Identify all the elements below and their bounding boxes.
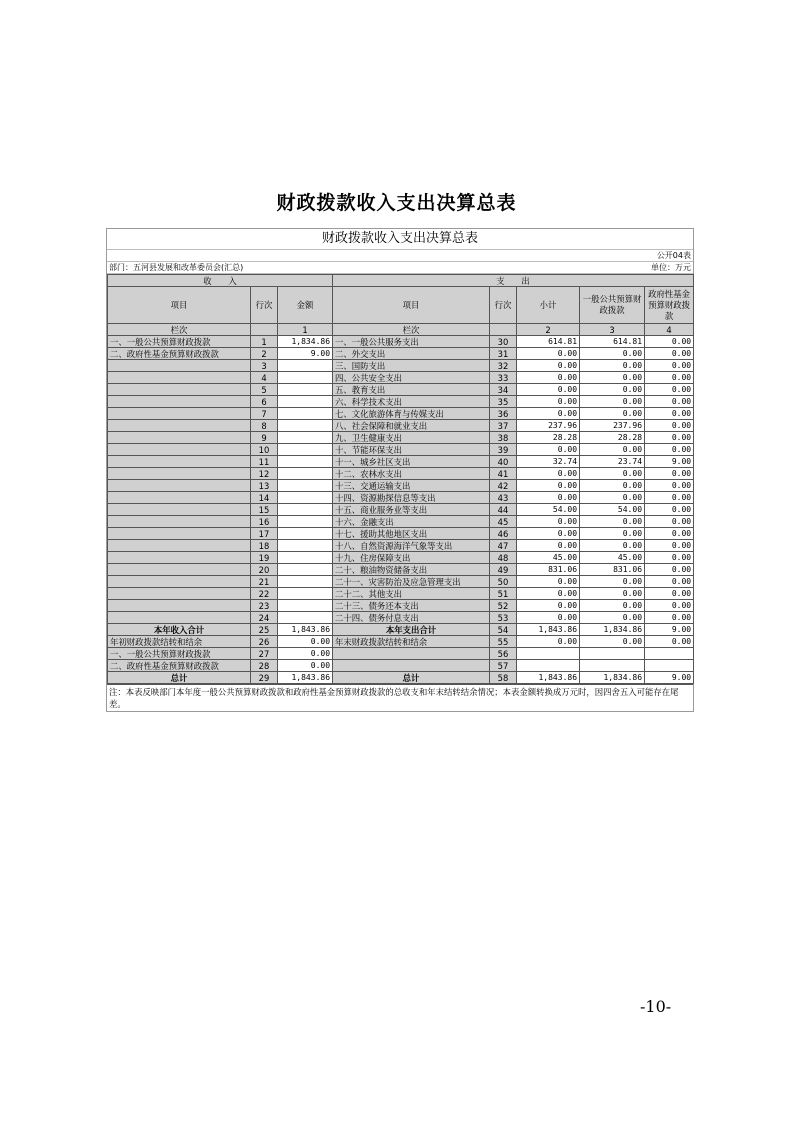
subtotal-cell: 0.00 xyxy=(517,360,580,372)
amount-cell xyxy=(278,480,333,492)
row-number: 41 xyxy=(490,468,517,480)
income-item xyxy=(108,372,251,384)
col-item: 项目 xyxy=(108,287,251,324)
expense-item: 十四、资源勘探信息等支出 xyxy=(333,492,490,504)
expense-item: 二十四、债务付息支出 xyxy=(333,612,490,624)
fund-cell: 0.00 xyxy=(645,348,694,360)
department-label: 部门：五河县发展和改革委员会(汇总) xyxy=(109,263,244,272)
fund-cell: 0.00 xyxy=(645,408,694,420)
expense-item: 二十一、灾害防治及应急管理支出 xyxy=(333,576,490,588)
table-row xyxy=(108,432,694,444)
col-general: 一般公共预算财政拨款 xyxy=(580,287,645,324)
carry-general-row xyxy=(108,648,694,660)
amount-cell xyxy=(278,576,333,588)
table-row xyxy=(108,564,694,576)
row-number: 20 xyxy=(251,564,278,576)
row-number: 54 xyxy=(490,624,517,636)
table-row xyxy=(108,336,694,348)
general-cell: 0.00 xyxy=(580,360,645,372)
row-number: 49 xyxy=(490,564,517,576)
row-number: 6 xyxy=(251,396,278,408)
row-number: 4 xyxy=(251,372,278,384)
grand-total-ex-label: 总计 xyxy=(333,672,490,684)
subtotal-cell: 54.00 xyxy=(517,504,580,516)
subtotal-cell: 831.06 xyxy=(517,564,580,576)
row-number: 19 xyxy=(251,552,278,564)
general-cell: 0.00 xyxy=(580,540,645,552)
table-row xyxy=(108,504,694,516)
table-row xyxy=(108,408,694,420)
fund-cell: 0.00 xyxy=(645,636,694,648)
amount-cell: 0.00 xyxy=(278,660,333,672)
row-number: 43 xyxy=(490,492,517,504)
row-number: 8 xyxy=(251,420,278,432)
amount-cell: 1,834.86 xyxy=(278,336,333,348)
expense-item: 十五、商业服务业等支出 xyxy=(333,504,490,516)
row-number: 26 xyxy=(251,636,278,648)
row-number: 48 xyxy=(490,552,517,564)
general-cell: 0.00 xyxy=(580,408,645,420)
table-row xyxy=(108,540,694,552)
table-row xyxy=(108,456,694,468)
row-number: 17 xyxy=(251,528,278,540)
expense-item: 三、国防支出 xyxy=(333,360,490,372)
row-number: 22 xyxy=(251,588,278,600)
row-number: 7 xyxy=(251,408,278,420)
amount-cell xyxy=(278,516,333,528)
amount-cell: 0.00 xyxy=(278,648,333,660)
general-cell: 1,834.86 xyxy=(580,624,645,636)
empty-cell xyxy=(251,324,278,336)
amount-cell xyxy=(278,372,333,384)
income-item xyxy=(108,444,251,456)
page-number: -10- xyxy=(640,997,672,1016)
row-number: 52 xyxy=(490,600,517,612)
subtotal-cell: 0.00 xyxy=(517,444,580,456)
fund-cell: 0.00 xyxy=(645,612,694,624)
amount-cell xyxy=(278,384,333,396)
subtotal-cell: 0.00 xyxy=(517,636,580,648)
col-row2: 行次 xyxy=(490,287,517,324)
income-item xyxy=(108,456,251,468)
row-number: 25 xyxy=(251,624,278,636)
fund-cell: 0.00 xyxy=(645,468,694,480)
row-number: 27 xyxy=(251,648,278,660)
row-number: 5 xyxy=(251,384,278,396)
col-item2: 项目 xyxy=(333,287,490,324)
amount-cell: 1,843.86 xyxy=(278,672,333,684)
table-note: 注：本表反映部门本年度一般公共预算财政拨款和政府性基金预算财政拨款的总收支和年末结转结余情况；本表金额转换成万元时，因四舍五入可能存在尾差。 xyxy=(107,684,693,711)
income-item xyxy=(108,600,251,612)
row-number: 12 xyxy=(251,468,278,480)
expense-item: 七、文化旅游体育与传媒支出 xyxy=(333,408,490,420)
row-number: 50 xyxy=(490,576,517,588)
income-item xyxy=(108,468,251,480)
general-cell: 0.00 xyxy=(580,612,645,624)
general-cell: 45.00 xyxy=(580,552,645,564)
table-row xyxy=(108,480,694,492)
table-row xyxy=(108,516,694,528)
amount-cell xyxy=(278,492,333,504)
fund-cell: 9.00 xyxy=(645,672,694,684)
row-number: 23 xyxy=(251,600,278,612)
row-number: 58 xyxy=(490,672,517,684)
amount-cell xyxy=(278,552,333,564)
fund-cell: 9.00 xyxy=(645,456,694,468)
row-number: 16 xyxy=(251,516,278,528)
table-row xyxy=(108,348,694,360)
general-cell: 614.81 xyxy=(580,336,645,348)
general-cell: 0.00 xyxy=(580,576,645,588)
carry-fund-row xyxy=(108,660,694,672)
subtotal-cell: 0.00 xyxy=(517,408,580,420)
subtotal-cell: 0.00 xyxy=(517,384,580,396)
expense-item: 十八、自然资源海洋气象等支出 xyxy=(333,540,490,552)
sheet-title: 财政拨款收入支出决算总表 xyxy=(107,229,693,250)
fund-cell: 0.00 xyxy=(645,552,694,564)
table-row xyxy=(108,492,694,504)
expense-item: 十三、交通运输支出 xyxy=(333,480,490,492)
row-number: 11 xyxy=(251,456,278,468)
expense-item: 十七、援助其他地区支出 xyxy=(333,528,490,540)
column-number-row xyxy=(108,324,694,336)
row-number: 35 xyxy=(490,396,517,408)
amount-cell: 9.00 xyxy=(278,348,333,360)
fund-cell: 0.00 xyxy=(645,360,694,372)
general-cell: 0.00 xyxy=(580,396,645,408)
subtotal-cell: 0.00 xyxy=(517,612,580,624)
expense-item: 四、公共安全支出 xyxy=(333,372,490,384)
amount-cell xyxy=(278,612,333,624)
section-header-row xyxy=(108,275,694,287)
row-number: 57 xyxy=(490,660,517,672)
grand-total-row xyxy=(108,672,694,684)
fund-cell: 0.00 xyxy=(645,588,694,600)
amount-cell: 1,843.86 xyxy=(278,624,333,636)
expense-item: 二、外交支出 xyxy=(333,348,490,360)
row-number: 9 xyxy=(251,432,278,444)
expense-item: 十九、住房保障支出 xyxy=(333,552,490,564)
table-row xyxy=(108,588,694,600)
budget-sheet xyxy=(106,228,694,712)
income-item xyxy=(108,576,251,588)
general-cell: 0.00 xyxy=(580,636,645,648)
general-cell: 0.00 xyxy=(580,468,645,480)
empty-cell xyxy=(490,324,517,336)
income-item xyxy=(108,384,251,396)
row-number: 36 xyxy=(490,408,517,420)
column-header-row xyxy=(108,287,694,324)
subtotal-cell: 0.00 xyxy=(517,588,580,600)
subtotal-cell: 0.00 xyxy=(517,540,580,552)
amount-cell xyxy=(278,432,333,444)
income-item xyxy=(108,492,251,504)
income-item xyxy=(108,552,251,564)
empty-cell xyxy=(645,660,694,672)
col-number: 4 xyxy=(645,324,694,336)
row-number: 21 xyxy=(251,576,278,588)
page-title: 财政拨款收入支出决算总表 xyxy=(276,192,517,214)
amount-cell xyxy=(278,408,333,420)
row-number: 42 xyxy=(490,480,517,492)
table-row xyxy=(108,360,694,372)
fund-cell: 0.00 xyxy=(645,396,694,408)
fund-cell: 0.00 xyxy=(645,528,694,540)
row-number: 29 xyxy=(251,672,278,684)
row-number: 39 xyxy=(490,444,517,456)
fund-cell: 0.00 xyxy=(645,384,694,396)
subtotal-cell: 0.00 xyxy=(517,492,580,504)
table-row xyxy=(108,384,694,396)
expense-item: 十二、农林水支出 xyxy=(333,468,490,480)
subtotal-cell: 0.00 xyxy=(517,396,580,408)
expense-item: 二十、粮油物资储备支出 xyxy=(333,564,490,576)
general-cell: 0.00 xyxy=(580,600,645,612)
col-number: 1 xyxy=(278,324,333,336)
general-cell: 237.96 xyxy=(580,420,645,432)
table-row xyxy=(108,420,694,432)
income-item xyxy=(108,480,251,492)
total-expense-label: 本年支出合计 xyxy=(333,624,490,636)
income-item xyxy=(108,612,251,624)
row-number: 2 xyxy=(251,348,278,360)
fund-cell: 0.00 xyxy=(645,432,694,444)
department-row xyxy=(107,262,693,274)
fund-cell: 0.00 xyxy=(645,516,694,528)
fund-cell: 0.00 xyxy=(645,576,694,588)
fund-cell: 0.00 xyxy=(645,540,694,552)
expense-header: 支 出 xyxy=(333,275,694,287)
empty-cell xyxy=(517,648,580,660)
income-item xyxy=(108,360,251,372)
row-number: 53 xyxy=(490,612,517,624)
general-cell: 0.00 xyxy=(580,516,645,528)
income-header: 收 入 xyxy=(108,275,333,287)
carry-ex-label: 年末财政拨款结转和结余 xyxy=(333,636,490,648)
row-number: 56 xyxy=(490,648,517,660)
row-number: 33 xyxy=(490,372,517,384)
empty-cell xyxy=(645,648,694,660)
income-item xyxy=(108,396,251,408)
row-number: 10 xyxy=(251,444,278,456)
row-number: 51 xyxy=(490,588,517,600)
general-cell: 0.00 xyxy=(580,384,645,396)
row-number: 15 xyxy=(251,504,278,516)
fund-cell: 0.00 xyxy=(645,564,694,576)
amount-cell xyxy=(278,600,333,612)
expense-item: 二十二、其他支出 xyxy=(333,588,490,600)
fund-cell: 9.00 xyxy=(645,624,694,636)
fund-cell: 0.00 xyxy=(645,480,694,492)
expense-item: 五、教育支出 xyxy=(333,384,490,396)
amount-cell xyxy=(278,420,333,432)
fund-cell: 0.00 xyxy=(645,336,694,348)
fund-cell: 0.00 xyxy=(645,444,694,456)
row-number: 37 xyxy=(490,420,517,432)
col-number: 2 xyxy=(517,324,580,336)
table-row xyxy=(108,600,694,612)
expense-item: 十六、金融支出 xyxy=(333,516,490,528)
row-number: 47 xyxy=(490,540,517,552)
general-cell: 54.00 xyxy=(580,504,645,516)
row-number: 46 xyxy=(490,528,517,540)
carry-fund-label: 二、政府性基金预算财政拨款 xyxy=(108,660,251,672)
amount-cell xyxy=(278,396,333,408)
subtotal-cell: 0.00 xyxy=(517,348,580,360)
row-number: 32 xyxy=(490,360,517,372)
subtotal-cell: 1,843.86 xyxy=(517,672,580,684)
fund-cell: 0.00 xyxy=(645,600,694,612)
row-number: 45 xyxy=(490,516,517,528)
general-cell: 0.00 xyxy=(580,480,645,492)
table-row xyxy=(108,372,694,384)
subtotal-cell: 0.00 xyxy=(517,600,580,612)
subtotal-cell: 0.00 xyxy=(517,480,580,492)
fund-cell: 0.00 xyxy=(645,504,694,516)
subtotal-cell: 45.00 xyxy=(517,552,580,564)
table-row xyxy=(108,468,694,480)
income-item xyxy=(108,516,251,528)
row-number: 44 xyxy=(490,504,517,516)
table-row xyxy=(108,528,694,540)
general-cell: 1,834.86 xyxy=(580,672,645,684)
empty-cell xyxy=(580,660,645,672)
subtotal-cell: 0.00 xyxy=(517,576,580,588)
income-item xyxy=(108,528,251,540)
row-number: 18 xyxy=(251,540,278,552)
row-number: 14 xyxy=(251,492,278,504)
expense-item: 六、科学技术支出 xyxy=(333,396,490,408)
empty-cell xyxy=(517,660,580,672)
row-number: 55 xyxy=(490,636,517,648)
amount-cell xyxy=(278,504,333,516)
col-number: 3 xyxy=(580,324,645,336)
row-number: 1 xyxy=(251,336,278,348)
expense-item: 二十三、债务还本支出 xyxy=(333,600,490,612)
general-cell: 0.00 xyxy=(580,372,645,384)
amount-cell xyxy=(278,588,333,600)
income-item xyxy=(108,420,251,432)
table-row xyxy=(108,396,694,408)
total-row xyxy=(108,624,694,636)
subtotal-cell: 0.00 xyxy=(517,372,580,384)
row-number: 38 xyxy=(490,432,517,444)
general-cell: 0.00 xyxy=(580,444,645,456)
income-item xyxy=(108,504,251,516)
carry-in-label: 年初财政拨款结转和结余 xyxy=(108,636,251,648)
row-number: 3 xyxy=(251,360,278,372)
expense-item: 九、卫生健康支出 xyxy=(333,432,490,444)
expense-item: 八、社会保障和就业支出 xyxy=(333,420,490,432)
amount-cell: 0.00 xyxy=(278,636,333,648)
subtotal-cell: 1,843.86 xyxy=(517,624,580,636)
subtotal-cell: 32.74 xyxy=(517,456,580,468)
subtotal-cell: 0.00 xyxy=(517,468,580,480)
income-item xyxy=(108,564,251,576)
expense-item: 十一、城乡社区支出 xyxy=(333,456,490,468)
amount-cell xyxy=(278,456,333,468)
amount-cell xyxy=(278,540,333,552)
empty-cell xyxy=(580,648,645,660)
subtotal-cell: 0.00 xyxy=(517,516,580,528)
row-number: 34 xyxy=(490,384,517,396)
general-cell: 0.00 xyxy=(580,588,645,600)
income-item: 二、政府性基金预算财政拨款 xyxy=(108,348,251,360)
row-number: 28 xyxy=(251,660,278,672)
row-number: 30 xyxy=(490,336,517,348)
amount-cell xyxy=(278,360,333,372)
amount-cell xyxy=(278,468,333,480)
income-item xyxy=(108,408,251,420)
fund-cell: 0.00 xyxy=(645,420,694,432)
row-number: 24 xyxy=(251,612,278,624)
row-number: 31 xyxy=(490,348,517,360)
carry-row xyxy=(108,636,694,648)
income-item: 一、一般公共预算财政拨款 xyxy=(108,336,251,348)
finance-table xyxy=(107,274,694,684)
general-cell: 23.74 xyxy=(580,456,645,468)
subtotal-cell: 28.28 xyxy=(517,432,580,444)
unit-label: 单位：万元 xyxy=(651,263,691,272)
form-code-row xyxy=(107,250,693,262)
table-row xyxy=(108,552,694,564)
subtotal-cell: 614.81 xyxy=(517,336,580,348)
lanci-label: 栏次 xyxy=(108,324,251,336)
income-item xyxy=(108,432,251,444)
subtotal-cell: 0.00 xyxy=(517,528,580,540)
general-cell: 28.28 xyxy=(580,432,645,444)
lanci-label: 栏次 xyxy=(333,324,490,336)
col-subtotal: 小计 xyxy=(517,287,580,324)
form-code: 公开04表 xyxy=(656,251,691,260)
amount-cell xyxy=(278,528,333,540)
col-amount: 金额 xyxy=(278,287,333,324)
income-item xyxy=(108,588,251,600)
row-number: 13 xyxy=(251,480,278,492)
col-gov-fund: 政府性基金预算财政拨款 xyxy=(645,287,694,324)
total-income-label: 本年收入合计 xyxy=(108,624,251,636)
table-row xyxy=(108,444,694,456)
col-row: 行次 xyxy=(251,287,278,324)
amount-cell xyxy=(278,444,333,456)
table-row xyxy=(108,576,694,588)
general-cell: 0.00 xyxy=(580,492,645,504)
empty-cell xyxy=(333,660,490,672)
subtotal-cell: 237.96 xyxy=(517,420,580,432)
amount-cell xyxy=(278,564,333,576)
fund-cell: 0.00 xyxy=(645,492,694,504)
table-row xyxy=(108,612,694,624)
income-item xyxy=(108,540,251,552)
general-cell: 831.06 xyxy=(580,564,645,576)
general-cell: 0.00 xyxy=(580,348,645,360)
fund-cell: 0.00 xyxy=(645,372,694,384)
carry-general-label: 一、一般公共预算财政拨款 xyxy=(108,648,251,660)
general-cell: 0.00 xyxy=(580,528,645,540)
expense-item: 十、节能环保支出 xyxy=(333,444,490,456)
row-number: 40 xyxy=(490,456,517,468)
empty-cell xyxy=(333,648,490,660)
grand-total-in-label: 总计 xyxy=(108,672,251,684)
expense-item: 一、一般公共服务支出 xyxy=(333,336,490,348)
